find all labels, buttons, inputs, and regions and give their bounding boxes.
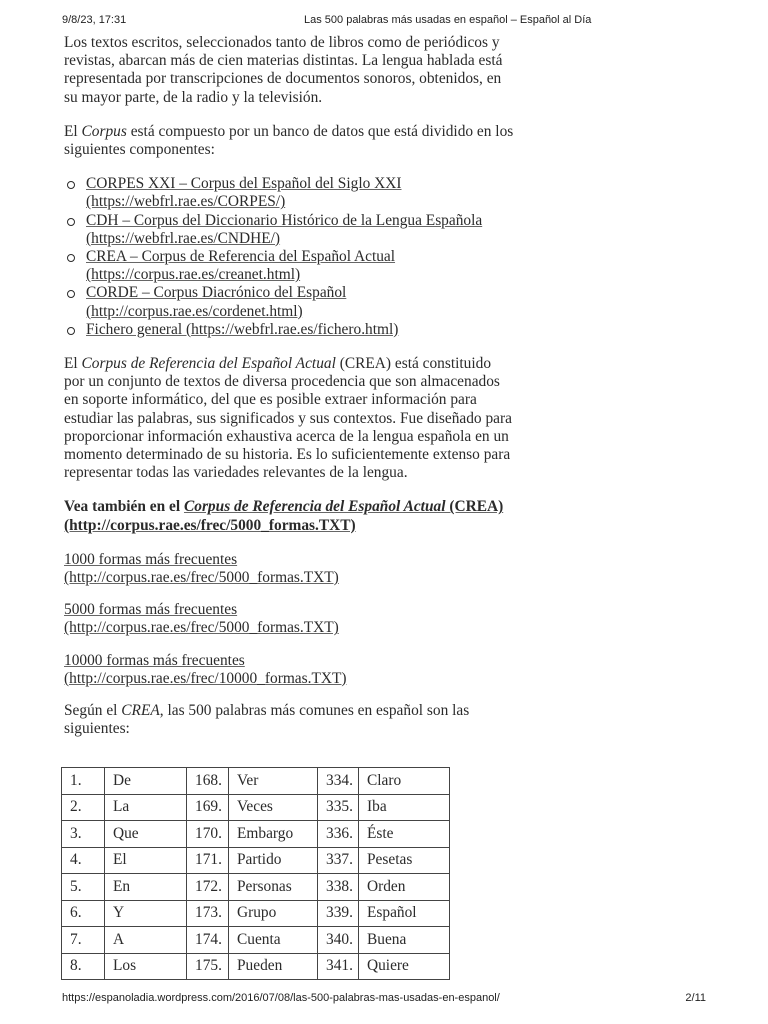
rank-cell: 8. <box>62 953 105 980</box>
rank-cell: 3. <box>62 821 105 848</box>
see-also-paragraph: Vea también en el Corpus de Referencia del Español Actual (CREA) (http://corpus.rae.es/frec/5000_formas.TXT) <box>64 498 504 534</box>
word-cell: Los <box>105 953 187 980</box>
word-cell: El <box>105 847 187 874</box>
intro-paragraph: Los textos escritos, seleccionados tanto de libros como de periódicos y revistas, abarcan más de cien materias distintas. La lengua hablada está representada por transcripciones de documentos sonoros, obtenidos, en su mayor parte, de la radio y la televisión. <box>64 34 503 106</box>
word-cell: Y <box>105 900 187 927</box>
print-footer <box>62 992 706 1008</box>
word-cell: Veces <box>229 794 318 821</box>
list-item <box>64 248 514 284</box>
common-words-table <box>61 767 450 980</box>
list-item <box>64 284 514 320</box>
link-corde[interactable]: CORDE – Corpus Diacrónico del Español (http://corpus.rae.es/cordenet.html) <box>86 284 347 320</box>
freq-paragraph-10000 <box>64 652 514 688</box>
rank-cell: 6. <box>62 900 105 927</box>
print-datetime: 9/8/23, 17:31 <box>62 14 127 26</box>
word-cell: Embargo <box>229 821 318 848</box>
rank-cell: 170. <box>187 821 229 848</box>
rank-cell: 168. <box>187 768 229 795</box>
page-number: 2/11 <box>685 992 706 1004</box>
list-item <box>64 175 514 211</box>
rank-cell: 5. <box>62 874 105 901</box>
crea-paragraph: El Corpus de Referencia del Español Actual (CREA) está constituido por un conjunto de textos de diversa procedencia que son almacenados en soporte informático, del que es posible extraer información para estudiar las palabras, sus significados y sus contextos. Fue diseñado para proporcionar información exhaustiva acerca de la lengua española en un momento determinado de su historia. Es lo suficientemente extenso para representar todas las variedades relevantes de la lengua. <box>64 355 512 482</box>
crea-term: Corpus de Referencia del Español Actual <box>81 355 336 373</box>
crea-abbrev: CREA <box>121 702 160 720</box>
print-header <box>62 14 706 30</box>
table-row <box>62 821 450 848</box>
link-fichero[interactable]: Fichero general (https://webfrl.rae.es/fichero.html) <box>86 320 399 338</box>
rank-cell: 340. <box>318 927 359 954</box>
word-cell: Pesetas <box>359 847 450 874</box>
word-cell: Que <box>105 821 187 848</box>
corpus-paragraph: El Corpus está compuesto por un banco de datos que está dividido en los siguientes componentes: <box>64 122 514 159</box>
rank-cell: 336. <box>318 821 359 848</box>
word-cell: Personas <box>229 874 318 901</box>
link-corpes[interactable]: CORPES XXI – Corpus del Español del Siglo XXI (https://webfrl.rae.es/CORPES/) <box>86 175 402 211</box>
table-row <box>62 847 450 874</box>
rank-cell: 337. <box>318 847 359 874</box>
list-item <box>64 321 514 339</box>
link-10000-forms[interactable]: 10000 formas más frecuentes (http://corpus.rae.es/frec/10000_formas.TXT) <box>64 651 347 687</box>
corpus-term: Corpus <box>81 122 127 140</box>
word-cell: Buena <box>359 927 450 954</box>
rank-cell: 174. <box>187 927 229 954</box>
word-cell: Español <box>359 900 450 927</box>
word-cell: Orden <box>359 874 450 901</box>
rank-cell: 335. <box>318 794 359 821</box>
article-body <box>64 34 514 755</box>
rank-cell: 334. <box>318 768 359 795</box>
freq-paragraph-1000 <box>64 551 514 587</box>
word-cell: En <box>105 874 187 901</box>
rank-cell: 4. <box>62 847 105 874</box>
rank-cell: 341. <box>318 953 359 980</box>
word-cell: Pueden <box>229 953 318 980</box>
link-cdh[interactable]: CDH – Corpus del Diccionario Histórico de la Lengua Española (https://webfrl.rae.es/CNDHE/) <box>86 211 483 247</box>
word-cell: De <box>105 768 187 795</box>
corpus-components-list <box>64 175 514 339</box>
word-cell: Iba <box>359 794 450 821</box>
list-item <box>64 212 514 248</box>
rank-cell: 171. <box>187 847 229 874</box>
rank-cell: 339. <box>318 900 359 927</box>
print-url: https://espanoladia.wordpress.com/2016/07/08/las-500-palabras-mas-usadas-en-espanol/ <box>62 992 500 1004</box>
word-cell: Éste <box>359 821 450 848</box>
table-row <box>62 874 450 901</box>
link-5000-forms[interactable]: 5000 formas más frecuentes (http://corpus.rae.es/frec/5000_formas.TXT) <box>64 601 339 637</box>
rank-cell: 169. <box>187 794 229 821</box>
word-cell: Quiere <box>359 953 450 980</box>
rank-cell: 338. <box>318 874 359 901</box>
word-cell: A <box>105 927 187 954</box>
word-cell: Partido <box>229 847 318 874</box>
rank-cell: 175. <box>187 953 229 980</box>
word-cell: La <box>105 794 187 821</box>
table-row <box>62 953 450 980</box>
word-cell: Cuenta <box>229 927 318 954</box>
word-cell: Ver <box>229 768 318 795</box>
link-crea-frequency[interactable]: Corpus de Referencia del Español Actual (CREA) (http://corpus.rae.es/frec/5000_formas.TXT) <box>64 498 504 534</box>
freq-paragraph-5000 <box>64 601 514 637</box>
table-row <box>62 794 450 821</box>
rank-cell: 2. <box>62 794 105 821</box>
word-cell: Claro <box>359 768 450 795</box>
table-intro-paragraph: Según el CREA, las 500 palabras más comunes en español son las siguientes: <box>64 702 470 738</box>
word-cell: Grupo <box>229 900 318 927</box>
print-page-title: Las 500 palabras más usadas en español – Español al Día <box>304 14 592 26</box>
rank-cell: 172. <box>187 874 229 901</box>
rank-cell: 173. <box>187 900 229 927</box>
link-crea[interactable]: CREA – Corpus de Referencia del Español Actual (https://corpus.rae.es/creanet.html) <box>86 248 396 284</box>
rank-cell: 7. <box>62 927 105 954</box>
table-row <box>62 900 450 927</box>
table-row <box>62 768 450 795</box>
table-row <box>62 927 450 954</box>
rank-cell: 1. <box>62 768 105 795</box>
link-1000-forms[interactable]: 1000 formas más frecuentes (http://corpus.rae.es/frec/5000_formas.TXT) <box>64 550 339 587</box>
